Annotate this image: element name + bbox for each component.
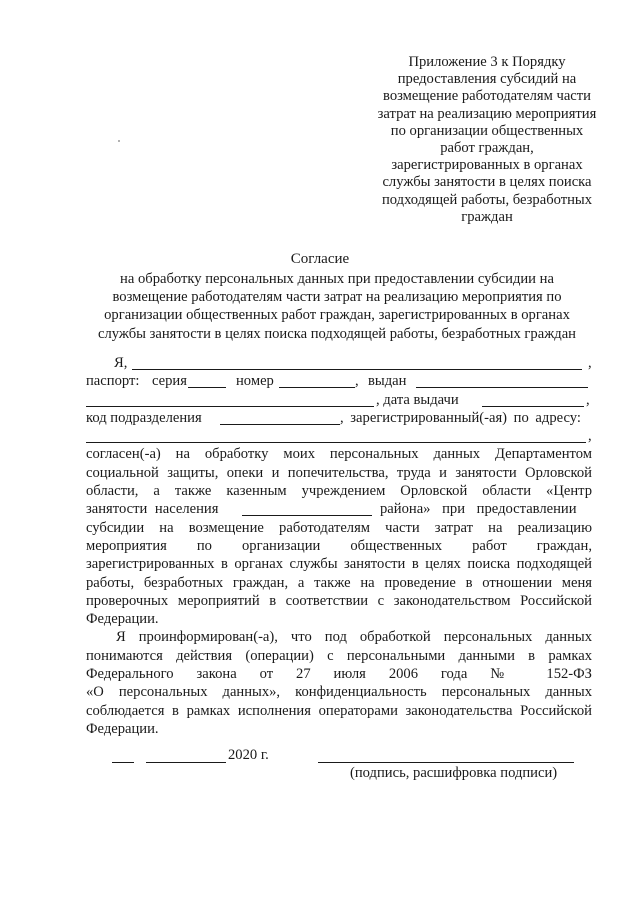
issue-date-field[interactable] xyxy=(482,393,584,407)
scan-speck xyxy=(118,140,120,142)
consent-line: зарегистрированных в органах службы занятости в целях поиска подходящей xyxy=(86,556,592,573)
passport-series-field[interactable] xyxy=(188,374,226,388)
issued-by-label: выдан xyxy=(368,373,407,390)
consent-line: согласен(-а) на обработку моих персональных данных Департаментом xyxy=(86,446,592,463)
employment-center-label: занятости населения xyxy=(86,501,219,518)
appendix-line: затрат на реализацию мероприятия xyxy=(377,105,597,122)
consent-line: области, а также казенным учреждением Орловской области «Центр xyxy=(86,483,592,500)
subtitle-line: службы занятости в целях поиска подходящей работы, безработных граждан xyxy=(98,325,576,342)
issue-date-comma: , xyxy=(586,391,590,408)
passport-line xyxy=(86,372,592,390)
day-field[interactable] xyxy=(112,749,134,763)
appendix-line: подходящей работы, безработных xyxy=(381,191,593,208)
info-line: понимаются действия (операции) с персональными данными в рамках xyxy=(86,647,592,664)
appendix-line: Приложение 3 к Порядку xyxy=(408,54,566,70)
signature-field[interactable] xyxy=(318,749,574,763)
issue-date-line xyxy=(86,391,592,409)
info-line: соблюдается в рамках исполнения операторами законодательства Российской xyxy=(86,702,592,719)
appendix-line: по организации общественных xyxy=(390,122,584,139)
appendix-line: зарегистрированных в органах xyxy=(391,157,583,174)
subtitle-line: организации общественных работ граждан, зарегистрированных в органах xyxy=(104,307,570,324)
employment-center-tail: района» при предоставлении xyxy=(380,501,577,518)
consent-line: социальной защиты, опеки и попечительства, труда и занятости Орловской xyxy=(86,464,592,481)
appendix-line: работ граждан, xyxy=(440,140,534,157)
year-label: 2020 г. xyxy=(228,747,269,763)
consent-line: мероприятия по организации общественных работ граждан, xyxy=(86,537,592,554)
division-code-field[interactable] xyxy=(220,411,340,425)
appendix-header xyxy=(358,54,616,226)
address-field[interactable] xyxy=(86,429,586,443)
appendix-line: предоставления субсидий на xyxy=(397,71,577,88)
consent-body xyxy=(86,354,592,738)
passport-label: паспорт: xyxy=(86,373,140,390)
full-name-field[interactable] xyxy=(132,356,582,370)
info-line: Федерации. xyxy=(86,720,159,737)
employment-center-line xyxy=(86,500,592,518)
district-field[interactable] xyxy=(242,502,372,516)
number-comma: , xyxy=(355,373,359,390)
appendix-line: граждан xyxy=(461,208,513,225)
subtitle-line: на обработку персональных данных при предоставлении субсидии на xyxy=(120,271,554,287)
appendix-line: возмещение работодателям части xyxy=(383,88,591,105)
registered-address-label: , зарегистрированный(-ая) по адресу: xyxy=(340,409,581,426)
name-comma: , xyxy=(588,355,592,371)
document-subtitle xyxy=(70,270,604,343)
passport-number-field[interactable] xyxy=(279,374,355,388)
division-line xyxy=(86,409,592,427)
consent-line: проверочных мероприятий в соответствии с законодательством Российской xyxy=(86,592,592,609)
consent-line: работы, безработных граждан, а также на проведение в отношении меня xyxy=(86,574,592,591)
issued-by-field[interactable] xyxy=(416,374,588,388)
address-line xyxy=(86,427,592,445)
consent-line: субсидии на возмещение работодателям части затрат на реализацию xyxy=(86,519,592,536)
name-label: Я, xyxy=(114,355,128,371)
month-field[interactable] xyxy=(146,749,226,763)
issue-date-label: , дата выдачи xyxy=(376,391,459,408)
document-title: Согласие xyxy=(290,251,350,267)
info-line: Федерального закона от 27 июля 2006 года № 152-ФЗ xyxy=(86,666,592,683)
name-line xyxy=(86,354,592,372)
series-label: серия xyxy=(152,373,187,390)
info-line: Я проинформирован(-а), что под обработкой персональных данных xyxy=(116,629,592,646)
division-code-label: код подразделения xyxy=(86,409,202,426)
issued-by-field-continued[interactable] xyxy=(86,393,374,407)
consent-line: Федерации. xyxy=(86,611,159,628)
appendix-line: службы занятости в целях поиска xyxy=(382,174,592,191)
number-label: номер xyxy=(236,373,274,390)
info-line: «О персональных данных», конфиденциальность персональных данных xyxy=(86,684,592,701)
signature-row xyxy=(112,747,592,767)
address-comma: , xyxy=(588,428,592,445)
signature-caption: (подпись, расшифровка подписи) xyxy=(350,765,558,781)
subtitle-line: возмещение работодателям части затрат на реализацию мероприятия по xyxy=(112,289,562,306)
